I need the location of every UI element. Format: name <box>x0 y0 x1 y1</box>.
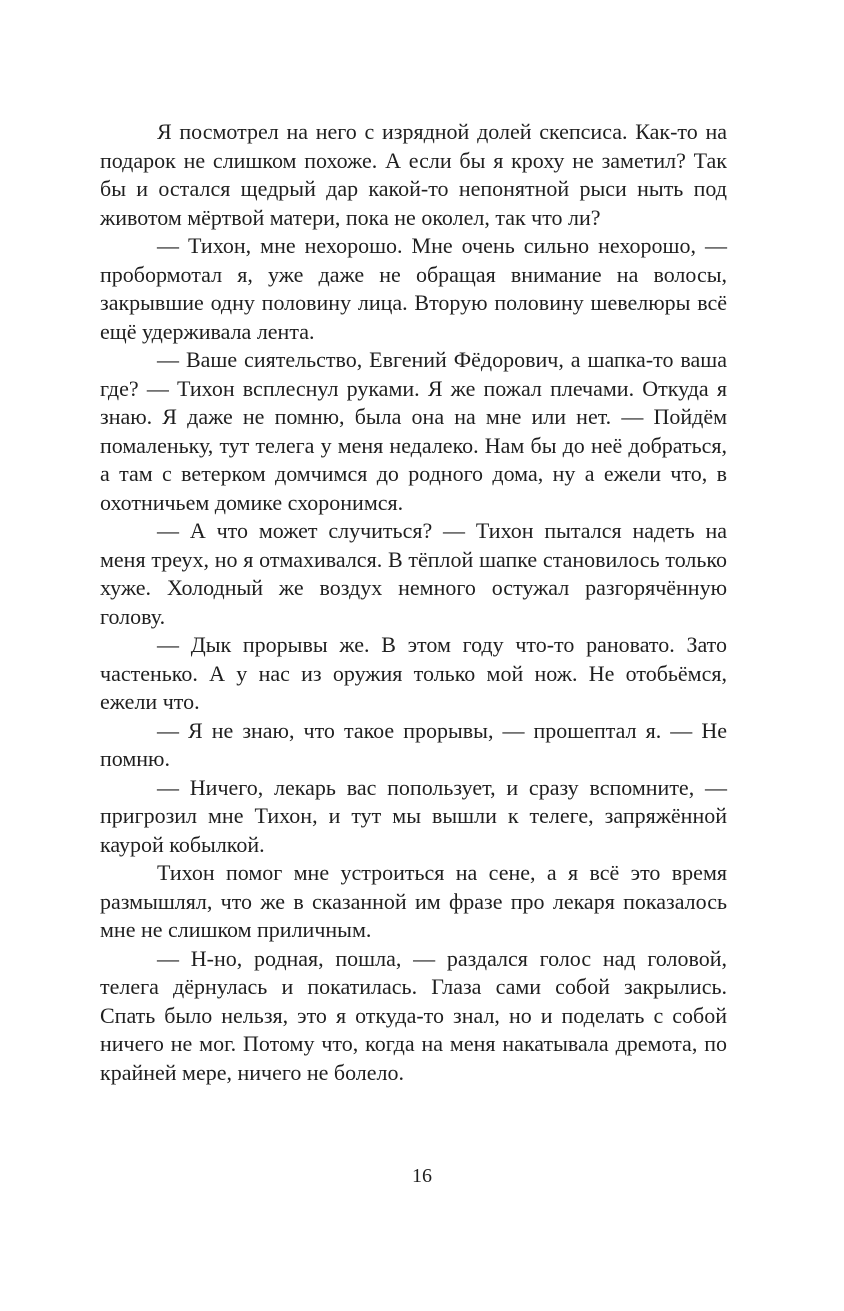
page-number: 16 <box>412 1165 432 1187</box>
text-block <box>100 118 727 1087</box>
paragraph: — А что может случиться? — Тихон пытался надеть на меня треух, но я отмахивался. В тёплой шапке становилось только хуже. Холодный же воздух немного остужал разгорячённую голову. <box>100 518 727 629</box>
paragraph: — Ничего, лекарь вас попользует, и сразу вспомните, — пригрозил мне Тихон, и тут мы вышли к телеге, запряжённой каурой кобылкой. <box>100 774 727 857</box>
paragraph: Тихон помог мне устроиться на сене, а я всё это время размышлял, что же в сказанной им фразе про лекаря показалось мне не слишком приличным. <box>100 860 727 942</box>
paragraph: — Дык прорывы же. В этом году что-то рановато. Зато частенько. А у нас из оружия только мой нож. Не отобьёмся, ежели что. <box>100 632 727 714</box>
paragraph: Я посмотрел на него с изрядной долей скепсиса. Как-то на подарок не слишком похоже. А если бы я кроху не заметил? Так бы и остался щедрый дар какой-то непонятной рыси ныть под животом мёртвой матери, пока не околел, так что ли? <box>100 119 727 230</box>
paragraph: — Я не знаю, что такое прорывы, — прошептал я. — Не помню. <box>100 717 727 771</box>
paragraph: — Тихон, мне нехорошо. Мне очень сильно нехорошо, — пробормотал я, уже даже не обращая внимание на волосы, закрывшие одну половину лица. Вторую половину шевелюры всё ещё удерживала лента. <box>100 233 727 344</box>
paragraph: — Н-но, родная, пошла, — раздался голос над головой, телега дёрнулась и покатилась. Глаза сами собой закрылись. Спать было нельзя, это я откуда-то знал, но и поделать с собой ничего не мог. Потому что, когда на меня накатывала дремота, по крайней мере, ничего не болело. <box>100 945 727 1085</box>
paragraph: — Ваше сиятельство, Евгений Фёдорович, а шапка-то ваша где? — Тихон всплеснул руками. Я же пожал плечами. Откуда я знаю. Я даже не помню, была она на мне или нет. — Пойдём помаленьку, тут телега у меня недалеко. Нам бы до неё добраться, а там с ветерком домчимся до родного дома, ну а ежели что, в охотничьем домике схоронимся. <box>100 347 727 515</box>
